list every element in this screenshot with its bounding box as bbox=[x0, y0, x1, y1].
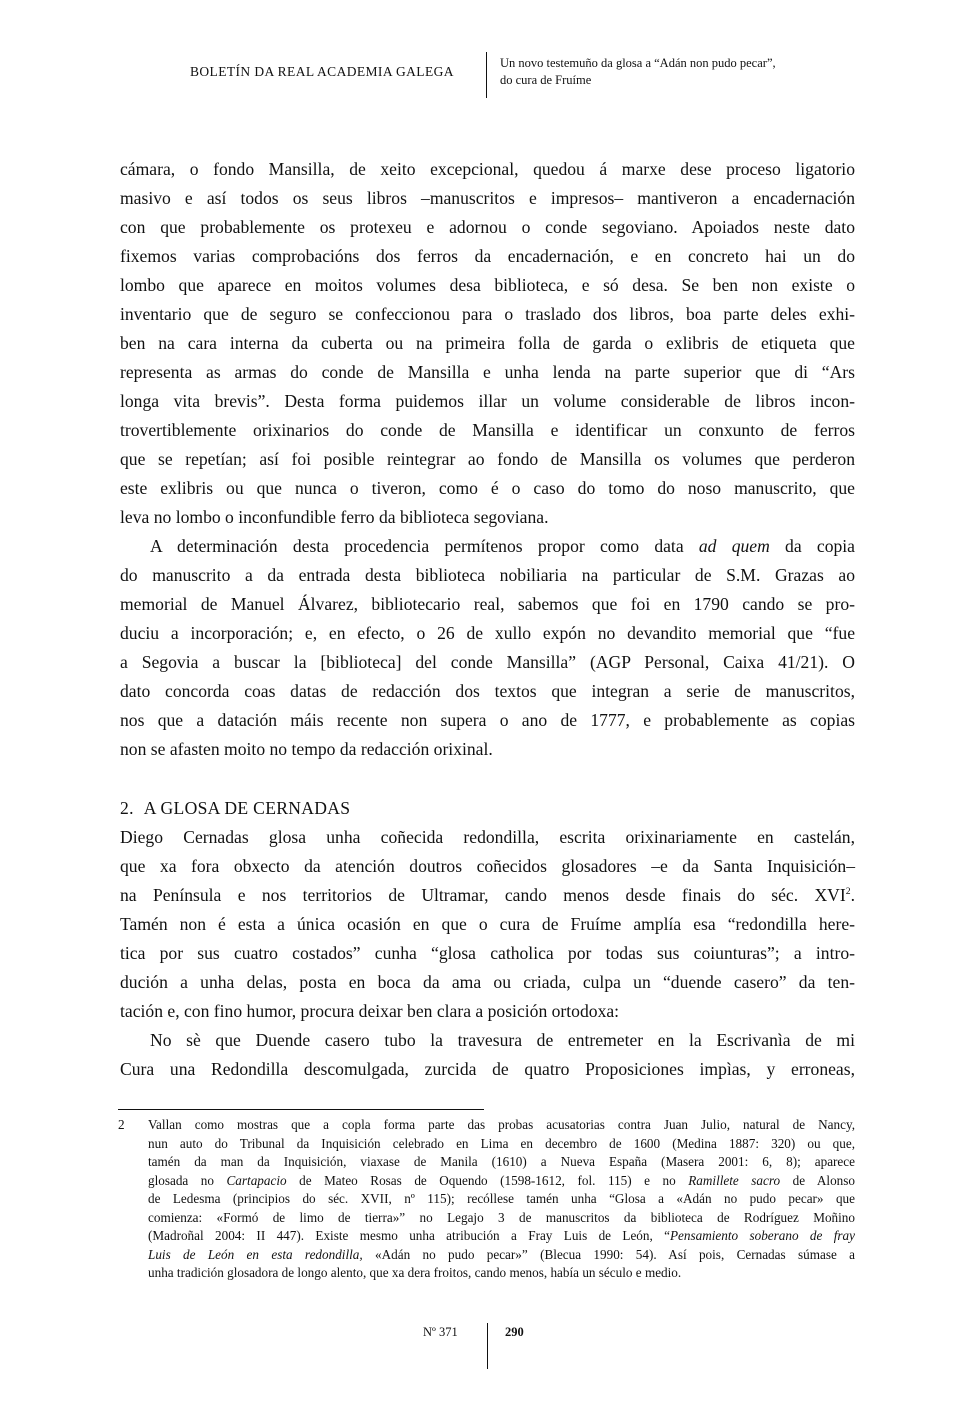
text-line bbox=[120, 852, 855, 881]
text-run: da copia bbox=[769, 536, 855, 556]
text-line bbox=[148, 1190, 855, 1209]
text-run: nun auto do Tribunal da Inquisición celebrado en Lima en decembro de 1600 (Medina 1887: 320) ou que, bbox=[148, 1135, 855, 1151]
text-line bbox=[120, 910, 855, 939]
text-run: ben na cara interna da cuberta ou na primeira folla de garda o exlibris de etiqueta que bbox=[120, 333, 855, 353]
issue-number: Nº 371 bbox=[423, 1325, 458, 1339]
paragraph bbox=[120, 155, 855, 532]
text-run: na Península e nos territorios de Ultramar, cando menos desde finais do séc. XVI bbox=[120, 885, 846, 905]
text-line bbox=[120, 184, 855, 213]
text-run: glosada no bbox=[148, 1172, 227, 1188]
text-line bbox=[120, 358, 855, 387]
text-line bbox=[120, 242, 855, 271]
paragraph bbox=[120, 532, 855, 764]
text-run: que xa fora obxecto da atención doutros coñecidos glosadores –e da Santa Inquisición– bbox=[120, 856, 855, 876]
text-line bbox=[120, 968, 855, 997]
text-line bbox=[148, 1172, 855, 1191]
section-title: A GLOSA DE CERNADAS bbox=[143, 798, 351, 818]
text-line bbox=[148, 1116, 855, 1135]
text-line bbox=[148, 1246, 855, 1265]
text-run: duciu a incorporación; e, en efecto, o 26 de xullo expón no devandito memorial que “fue bbox=[120, 623, 855, 643]
text-run: tica por sus cuatro costados” cunha “glosa catholica por todas sus coiunturas”; a intro- bbox=[120, 943, 855, 963]
italic-text: Pensamiento soberano de fray bbox=[670, 1228, 855, 1243]
text-line bbox=[120, 474, 855, 503]
text-line bbox=[120, 1055, 855, 1084]
text-line bbox=[120, 532, 855, 561]
text-line bbox=[148, 1209, 855, 1228]
text-run: con que probablemente os protexeu e adornou o conde segoviano. Apoiados neste dato bbox=[120, 217, 855, 237]
text-run: . bbox=[850, 885, 855, 905]
text-run: inventario que de seguro se confeccionou para o traslado dos libros, boa parte deles exhi- bbox=[120, 304, 855, 324]
italic-text: Luis de León en esta redondilla, bbox=[148, 1246, 363, 1262]
text-run: unha tradición glosadora de longo alento, que xa dera froitos, cando menos, había un século e medio. bbox=[148, 1265, 682, 1280]
text-run: do manuscrito a da entrada desta biblioteca nobiliaria na particular de S.M. Grazas ao bbox=[120, 565, 855, 585]
italic-text: Ramillete sacro bbox=[688, 1172, 781, 1188]
text-run: memorial de Manuel Álvarez, bibliotecario real, sabemos que foi en 1790 cando se pro- bbox=[120, 594, 855, 614]
text-run: leva no lombo o inconfundible ferro da biblioteca segoviana. bbox=[120, 507, 549, 527]
body-paragraphs-2 bbox=[120, 823, 855, 1084]
text-run: trovertiblemente orixinarios do conde de Mansilla e identificar un conxunto de ferros bbox=[120, 420, 855, 440]
text-run: longa vita brevis”. Desta forma puidemos illar un volume considerable de libros incon- bbox=[120, 391, 855, 411]
text-run: lombo que aparece en moitos volumes desa biblioteca, e só desa. Se ben non existe o bbox=[120, 275, 855, 295]
text-line bbox=[148, 1264, 855, 1283]
text-line bbox=[120, 300, 855, 329]
text-run: A determinación desta procedencia permítenos propor como data bbox=[150, 536, 699, 556]
article-title-line-2: do cura de Fruíme bbox=[500, 73, 592, 87]
header-divider bbox=[486, 52, 487, 98]
section-heading bbox=[120, 794, 855, 823]
text-line bbox=[120, 997, 855, 1026]
text-run: comienza: «Formó de limo de tierra»” no Legajo 3 de manuscritos da biblioteca de Rodríguez Moñino bbox=[148, 1209, 855, 1225]
text-line bbox=[120, 445, 855, 474]
footnote-text bbox=[148, 1116, 855, 1283]
italic-text: Cartapacio bbox=[226, 1172, 287, 1188]
body-paragraphs-1 bbox=[120, 155, 855, 764]
paragraph bbox=[120, 823, 855, 1026]
article-running-title bbox=[500, 55, 776, 89]
text-run: non se afasten moito no tempo da redacción orixinal. bbox=[120, 739, 493, 759]
text-run: de Alonso bbox=[780, 1172, 855, 1188]
text-line bbox=[120, 677, 855, 706]
text-line bbox=[120, 648, 855, 677]
journal-title: BOLETÍN DA REAL ACADEMIA GALEGA bbox=[190, 64, 454, 79]
text-line bbox=[120, 590, 855, 619]
text-run: (Madroñal 2004: II 447). Existe mesmo unha atribución a Fray Luis de León, “ bbox=[148, 1228, 670, 1243]
text-line bbox=[120, 416, 855, 445]
text-run: de Mateo Rosas de Oquendo (1598-1612, fol. 115) e no bbox=[286, 1172, 689, 1188]
text-run: Cura una Redondilla descomulgada, zurcida de quatro Proposiciones impìas, y erroneas, bbox=[120, 1059, 855, 1079]
text-run: masivo e así todos os seus libros –manuscritos e impresos– mantiveron a encadernación bbox=[120, 188, 855, 208]
text-run: Vallan como mostras que a copla forma parte das probas acusatorias contra Juan Julio, natural de Nancy, bbox=[148, 1117, 855, 1132]
text-line bbox=[120, 881, 855, 910]
text-line bbox=[120, 939, 855, 968]
text-line bbox=[148, 1135, 855, 1154]
article-title-line-1: Un novo testemuño da glosa a “Adán non pudo pecar”, bbox=[500, 56, 776, 70]
text-run: Diego Cernadas glosa unha coñecida redondilla, escrita orixinariamente en castelán, bbox=[120, 827, 855, 847]
text-line bbox=[120, 213, 855, 242]
text-line bbox=[148, 1227, 855, 1246]
text-line bbox=[120, 503, 855, 532]
text-line bbox=[120, 155, 855, 184]
text-line bbox=[120, 1026, 855, 1055]
text-line bbox=[120, 823, 855, 852]
text-run: que se repetían; así foi posible reintegrar ao fondo de Mansilla os volumes que perderon bbox=[120, 449, 855, 469]
italic-text: ad quem bbox=[698, 536, 770, 556]
text-run: No sè que Duende casero tubo la travesura de entremeter en la Escrivanìa de mi bbox=[150, 1030, 855, 1050]
text-run: dato concorda coas datas de redacción dos textos que integran a serie de manuscritos, bbox=[120, 681, 855, 701]
text-run: a Segovia a buscar la [biblioteca] del conde Mansilla” (AGP Personal, Caixa 41/21). O bbox=[120, 652, 855, 672]
text-line bbox=[120, 561, 855, 590]
text-run: representa as armas do conde de Mansilla e unha lenda na parte superior que di “Ars bbox=[120, 362, 855, 382]
text-line bbox=[120, 619, 855, 648]
section-number: 2. bbox=[120, 798, 134, 818]
text-run: cámara, o fondo Mansilla, de xeito excepcional, quedou á marxe dese proceso ligatorio bbox=[120, 159, 855, 179]
text-line bbox=[120, 735, 855, 764]
text-run: fixemos varias comprobacións dos ferros da encadernación, e en concreto hai un do bbox=[120, 246, 855, 266]
text-line bbox=[120, 271, 855, 300]
text-run: tación e, con fino humor, procura deixar ben clara a posición ortodoxa: bbox=[120, 1001, 620, 1021]
paragraph bbox=[120, 1026, 855, 1084]
text-line bbox=[120, 387, 855, 416]
footnote-rule bbox=[118, 1109, 484, 1110]
text-run: dución a unha delas, posta en boca da ama ou criada, culpa un “duende casero” da ten- bbox=[120, 972, 855, 992]
text-run: «Adán no pudo pecar»” (Blecua 1990: 54). Así pois, Cernadas súmase a bbox=[362, 1246, 855, 1262]
footnote-ref: 2 bbox=[845, 886, 851, 898]
text-line bbox=[148, 1153, 855, 1172]
paragraph bbox=[148, 1116, 855, 1283]
text-run: nos que a datación máis recente non supera o ano de 1777, e probablemente as copias bbox=[120, 710, 855, 730]
text-run: tamén da man da Inquisición, viaxase de Manila (1610) a Nueva España (Masera 2001: 6, 8); aparece bbox=[148, 1154, 855, 1169]
text-run: Tamén non é esta a única ocasión en que o cura de Fruíme amplía esa “redondilla here- bbox=[120, 914, 855, 934]
text-line bbox=[120, 706, 855, 735]
text-run: este exlibris ou que nunca o tiveron, como é o caso do tomo do noso manuscrito, que bbox=[120, 478, 855, 498]
footnote-number: 2 bbox=[118, 1117, 125, 1132]
footer-divider bbox=[487, 1323, 488, 1369]
text-line bbox=[120, 329, 855, 358]
text-run: de Ledesma (principios do séc. XVII, nº 115); recóllese tamén unha “Glosa a «Adán no pudo pecar» que bbox=[148, 1191, 855, 1206]
page-number: 290 bbox=[505, 1325, 524, 1339]
